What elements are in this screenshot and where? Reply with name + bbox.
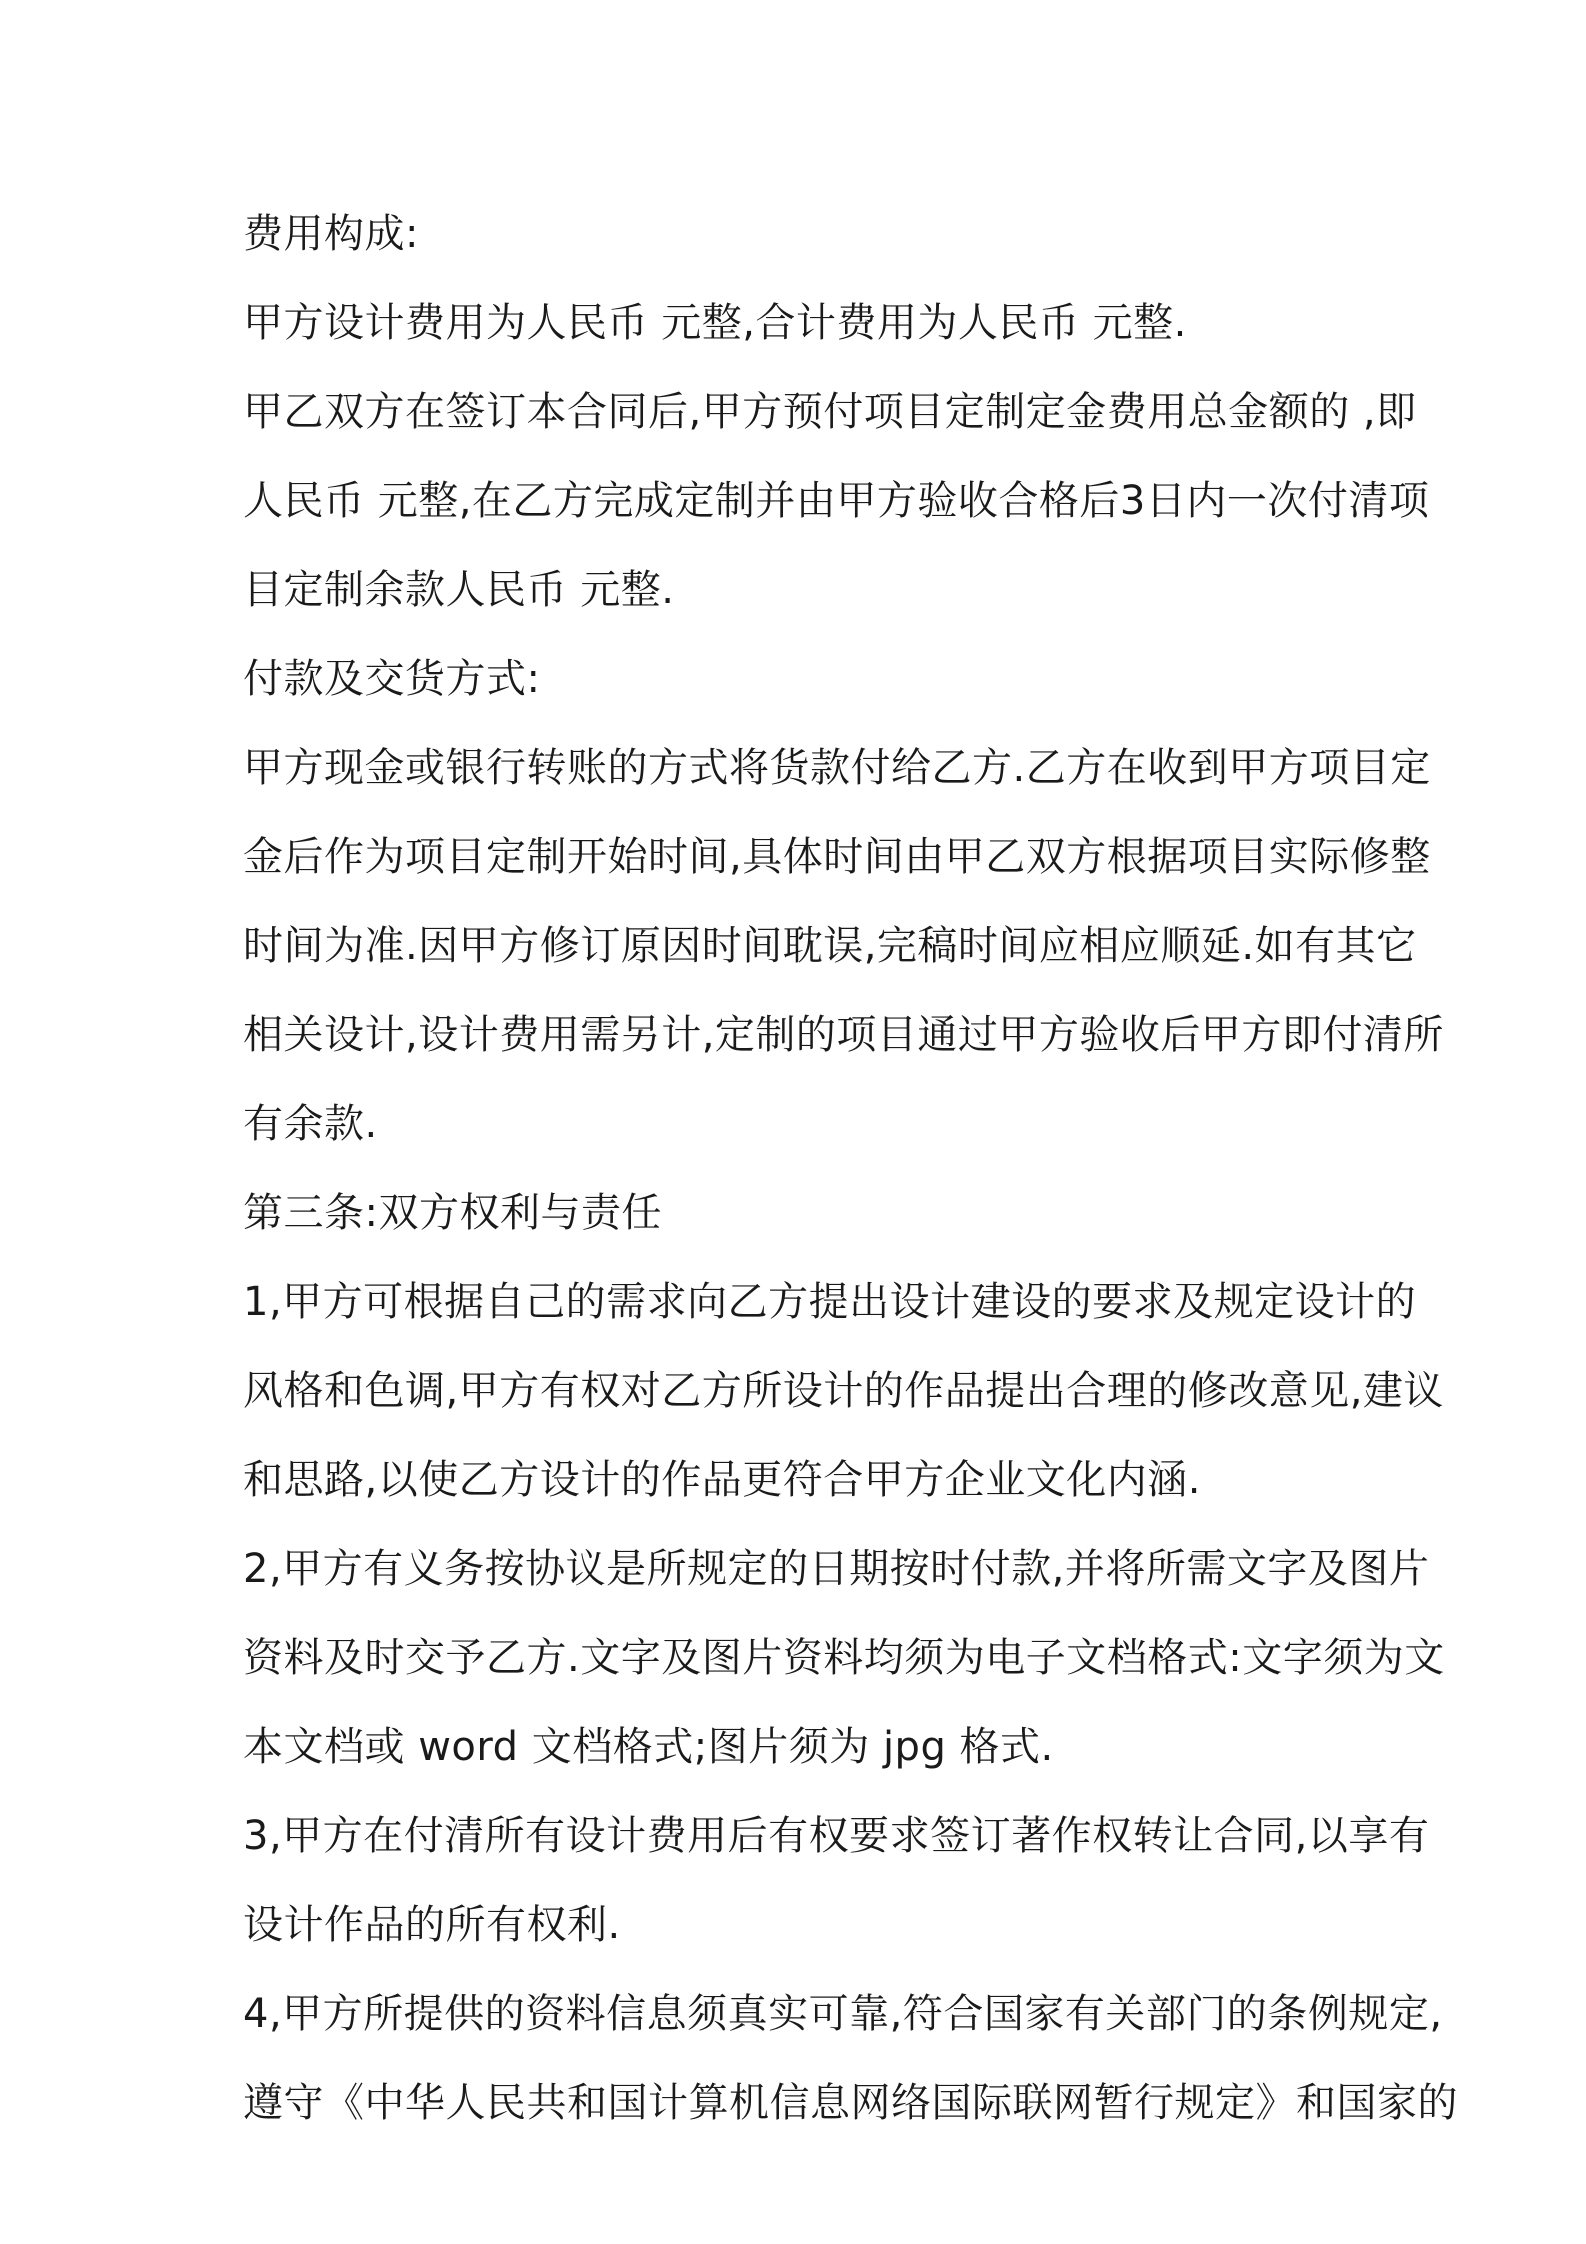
clause-line: 资料及时交予乙方.文字及图片资料均须为电子文档格式:文字须为文 <box>243 1635 1445 1681</box>
clause-line: 4,甲方所提供的资料信息须真实可靠,符合国家有关部门的条例规定, <box>243 1991 1443 2037</box>
paragraph-line: 时间为准.因甲方修订原因时间耽误,完稿时间应相应顺延.如有其它 <box>243 923 1417 969</box>
paragraph-line: 人民币 元整,在乙方完成定制并由甲方验收合格后3日内一次付清项 <box>243 478 1430 524</box>
clause-line: 风格和色调,甲方有权对乙方所设计的作品提出合理的修改意见,建议 <box>243 1368 1444 1414</box>
clause-line: 和思路,以使乙方设计的作品更符合甲方企业文化内涵. <box>243 1457 1201 1503</box>
paragraph-line: 甲方现金或银行转账的方式将货款付给乙方.乙方在收到甲方项目定 <box>243 745 1431 791</box>
paragraph-line: 甲乙双方在签订本合同后,甲方预付项目定制定金费用总金额的 ,即 <box>243 389 1417 435</box>
paragraph-line: 相关设计,设计费用需另计,定制的项目通过甲方验收后甲方即付清所 <box>243 1012 1444 1058</box>
clause-line: 遵守《中华人民共和国计算机信息网络国际联网暂行规定》和国家的 <box>243 2080 1458 2126</box>
clause-line: 1,甲方可根据自己的需求向乙方提出设计建设的要求及规定设计的 <box>243 1279 1417 1325</box>
document-body <box>243 190 1458 2148</box>
article-heading-rights-responsibilities: 第三条:双方权利与责任 <box>243 1190 662 1236</box>
clause-line: 3,甲方在付清所有设计费用后有权要求签订著作权转让合同,以享有 <box>243 1813 1430 1859</box>
paragraph-line: 甲方设计费用为人民币 元整,合计费用为人民币 元整. <box>243 300 1187 346</box>
paragraph-line: 金后作为项目定制开始时间,具体时间由甲乙双方根据项目实际修整 <box>243 834 1431 880</box>
paragraph-line: 有余款. <box>243 1101 378 1147</box>
section-heading-payment-delivery: 付款及交货方式: <box>243 656 541 702</box>
clause-line: 设计作品的所有权利. <box>243 1902 621 1948</box>
paragraph-line: 目定制余款人民币 元整. <box>243 567 675 613</box>
clause-line: 2,甲方有义务按协议是所规定的日期按时付款,并将所需文字及图片 <box>243 1546 1430 1592</box>
section-heading-fee-composition: 费用构成: <box>243 211 419 257</box>
clause-line: 本文档或 word 文档格式;图片须为 jpg 格式. <box>243 1724 1054 1770</box>
